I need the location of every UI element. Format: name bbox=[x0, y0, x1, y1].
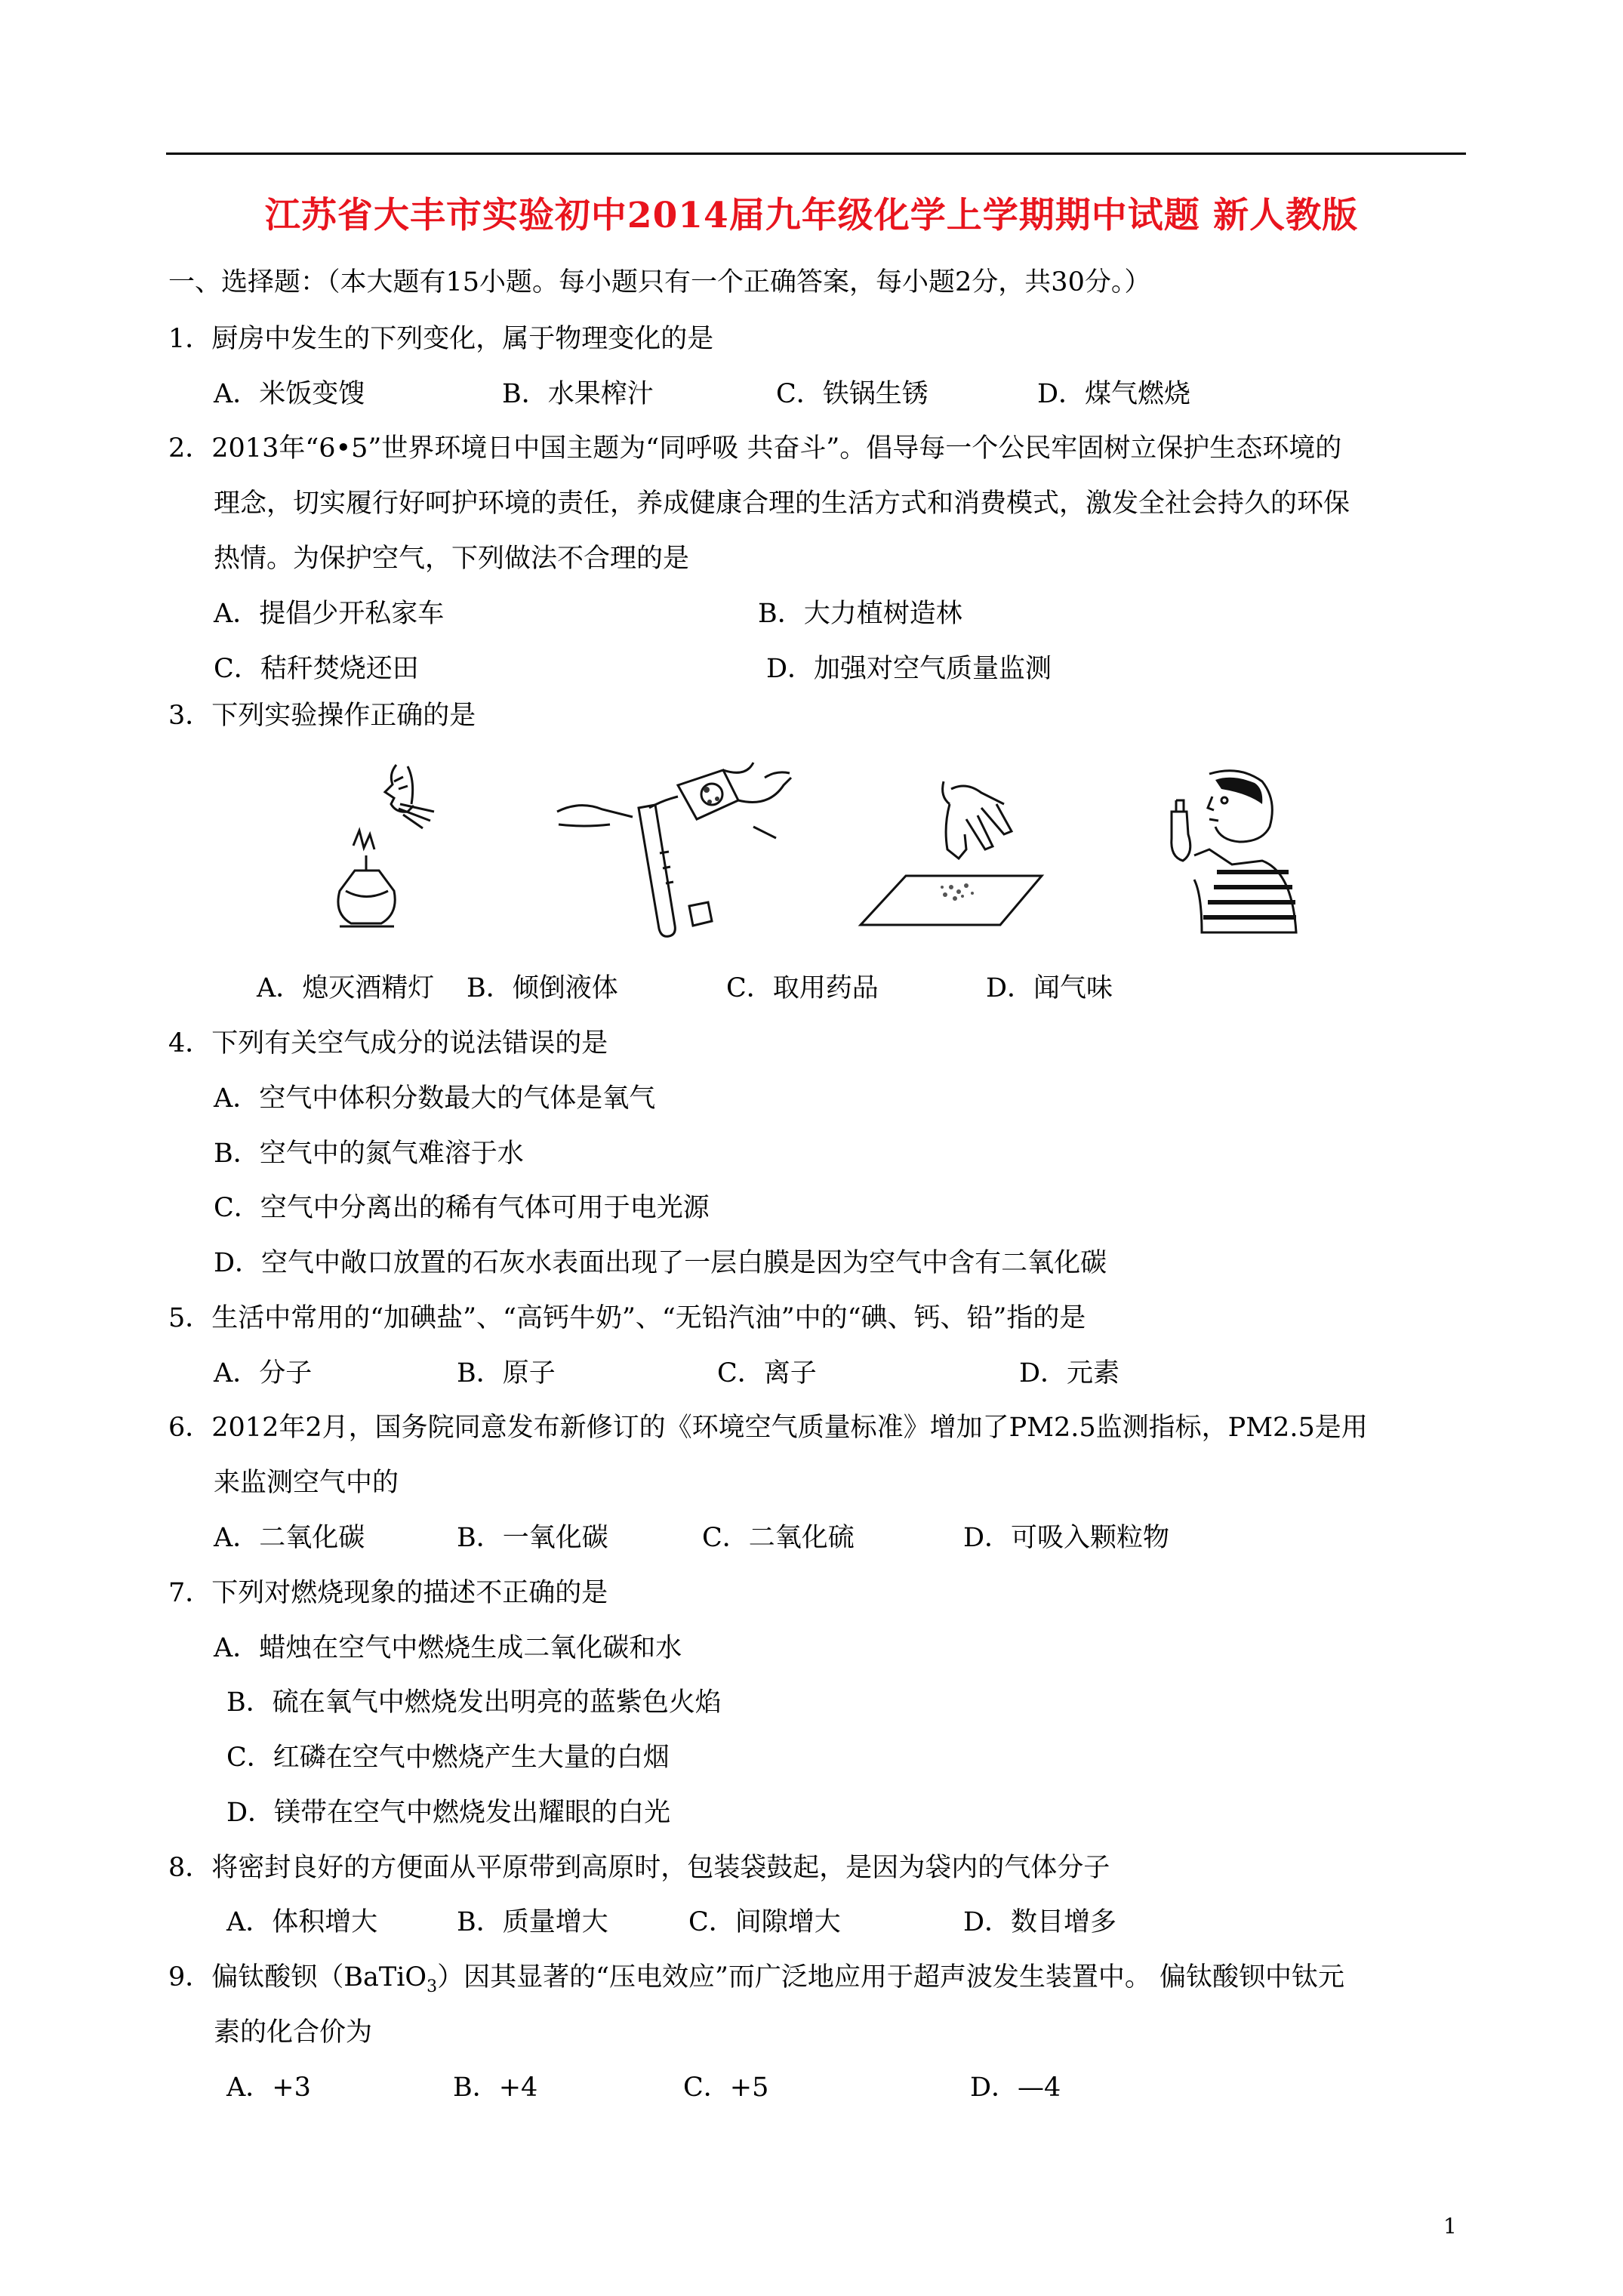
smelling-illustration bbox=[1149, 766, 1300, 936]
q7-option-c: C．红磷在空气中燃烧产生大量的白烟 bbox=[226, 1743, 670, 1773]
q9-stem-post: ）因其显著的“压电效应”而广泛地应用于超声波发生装置中。 偏钛酸钡中钛元 bbox=[437, 1962, 1345, 1992]
q1-option-c: C．铁锅生锈 bbox=[776, 379, 929, 409]
question-6-stem-line-1: 6．2012年2月，国务院同意发布新修订的《环境空气质量标准》增加了PM2.5监测指标，PM2.5是用 bbox=[168, 1413, 1368, 1443]
page-title: 江苏省大丰市实验初中2014届九年级化学上学期期中试题 新人教版 bbox=[264, 195, 1359, 236]
q5-option-d: D．元素 bbox=[1019, 1358, 1120, 1388]
q4-option-c: C．空气中分离出的稀有气体可用于电光源 bbox=[214, 1193, 710, 1223]
question-1-stem: 1．厨房中发生的下列变化，属于物理变化的是 bbox=[168, 324, 714, 354]
q9-option-c: C．+5 bbox=[683, 2073, 769, 2103]
q4-option-a: A．空气中体积分数最大的气体是氧气 bbox=[214, 1083, 656, 1114]
q5-option-b: B．原子 bbox=[457, 1358, 556, 1388]
q6-option-c: C．二氧化硫 bbox=[702, 1523, 855, 1553]
q5-option-a: A．分子 bbox=[214, 1358, 313, 1388]
question-6-stem-line-2: 来监测空气中的 bbox=[214, 1468, 399, 1498]
q9-option-a: A．+3 bbox=[226, 2073, 311, 2103]
q8-option-c: C．间隙增大 bbox=[688, 1907, 841, 1937]
q7-option-b: B．硫在氧气中燃烧发出明亮的蓝紫色火焰 bbox=[226, 1687, 722, 1718]
page-number: 1 bbox=[1443, 2214, 1457, 2239]
q1-option-d: D．煤气燃烧 bbox=[1037, 379, 1191, 409]
question-2-stem-line-3: 热情。为保护空气，下列做法不合理的是 bbox=[214, 544, 690, 574]
q1-option-a: A．米饭变馊 bbox=[214, 379, 365, 409]
q6-option-d: D．可吸入颗粒物 bbox=[963, 1523, 1170, 1553]
header-rule bbox=[166, 153, 1466, 155]
pouring-liquid-illustration bbox=[550, 755, 799, 944]
question-2-stem-line-2: 理念，切实履行好呵护环境的责任，养成健康合理的生活方式和消费模式，激发全社会持久的环保 bbox=[214, 488, 1350, 519]
q8-option-b: B．质量增大 bbox=[457, 1907, 608, 1937]
q9-option-d: D．—4 bbox=[970, 2073, 1061, 2103]
q3-option-d: D．闻气味 bbox=[986, 973, 1113, 1003]
question-3-stem: 3．下列实验操作正确的是 bbox=[168, 701, 476, 731]
q9-stem-pre: 9．偏钛酸钡（BaTiO bbox=[168, 1962, 427, 1992]
q3-option-c: C．取用药品 bbox=[726, 973, 879, 1003]
q3-option-b: B．倾倒液体 bbox=[467, 973, 618, 1003]
q7-option-d: D．镁带在空气中燃烧发出耀眼的白光 bbox=[226, 1798, 671, 1828]
q2-option-d: D．加强对空气质量监测 bbox=[766, 654, 1052, 684]
q3-option-a: A．熄灭酒精灯 bbox=[257, 973, 435, 1003]
blowing-lamp-illustration bbox=[310, 759, 491, 936]
q2-option-a: A．提倡少开私家车 bbox=[214, 599, 445, 629]
section-heading: 一、选择题：（本大题有15小题。每小题只有一个正确答案，每小题2分，共30分。） bbox=[168, 267, 1151, 297]
q4-option-b: B．空气中的氮气难溶于水 bbox=[214, 1139, 524, 1169]
question-2-stem-line-1: 2．2013年“6•5”世界环境日中国主题为“同呼吸 共奋斗”。倡导每一个公民牢固树立保护生态环境的 bbox=[168, 433, 1342, 464]
taking-chemical-illustration bbox=[853, 774, 1049, 936]
q2-option-b: B．大力植树造林 bbox=[758, 599, 962, 629]
question-5-stem: 5．生活中常用的“加碘盐”、“高钙牛奶”、“无铅汽油”中的“碘、钙、铅”指的是 bbox=[168, 1303, 1086, 1333]
question-9-stem-line-1 bbox=[168, 1961, 1344, 2004]
q6-option-a: A．二氧化碳 bbox=[214, 1523, 365, 1553]
question-4-stem: 4．下列有关空气成分的说法错误的是 bbox=[168, 1028, 608, 1059]
question-8-stem: 8．将密封良好的方便面从平原带到高原时，包装袋鼓起，是因为袋内的气体分子 bbox=[168, 1853, 1110, 1883]
question-9-stem-line-2: 素的化合价为 bbox=[214, 2017, 373, 2048]
q9-option-b: B．+4 bbox=[453, 2073, 538, 2103]
q6-option-b: B．一氧化碳 bbox=[457, 1523, 608, 1553]
q9-subscript: 3 bbox=[427, 1977, 438, 1996]
q7-option-a: A．蜡烛在空气中燃烧生成二氧化碳和水 bbox=[214, 1633, 682, 1663]
q4-option-d: D．空气中敞口放置的石灰水表面出现了一层白膜是因为空气中含有二氧化碳 bbox=[214, 1248, 1107, 1278]
question-7-stem: 7．下列对燃烧现象的描述不正确的是 bbox=[168, 1578, 608, 1608]
q1-option-b: B．水果榨汁 bbox=[502, 379, 654, 409]
q8-option-d: D．数目增多 bbox=[963, 1907, 1117, 1937]
q8-option-a: A．体积增大 bbox=[226, 1907, 378, 1937]
q5-option-c: C．离子 bbox=[717, 1358, 817, 1388]
q2-option-c: C．秸秆焚烧还田 bbox=[214, 654, 419, 684]
